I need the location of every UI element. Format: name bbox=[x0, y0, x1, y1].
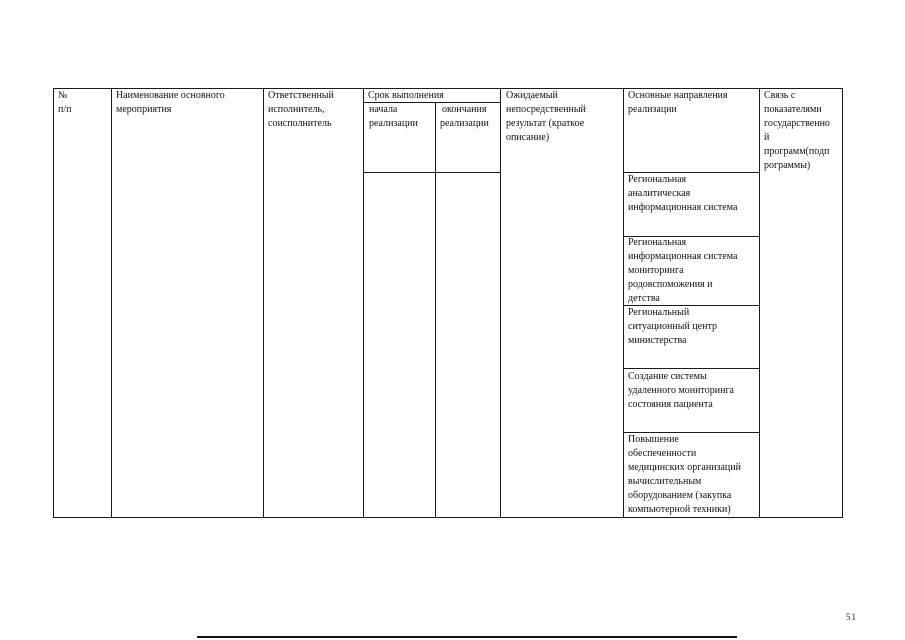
table-right-border bbox=[842, 88, 843, 518]
page-number: 51 bbox=[846, 612, 857, 622]
direction-5-line6: компьютерной техники) bbox=[628, 504, 731, 515]
header-number-line1: № bbox=[58, 90, 68, 101]
direction-2-line1: Региональная bbox=[628, 237, 687, 248]
direction-2-line4: родовспоможения и bbox=[628, 279, 713, 290]
header-name-line1: Наименование основного bbox=[116, 90, 225, 101]
header-expected-line1: Ожидаемый bbox=[506, 90, 558, 101]
header-link-line3: государственно bbox=[764, 118, 830, 129]
direction-4-line2: удаленного мониторинга bbox=[628, 385, 734, 396]
direction-5-line5: оборудованием (закупка bbox=[628, 490, 732, 501]
direction-4-line3: состояния пациента bbox=[628, 399, 713, 410]
col-line-deadline bbox=[363, 88, 364, 518]
direction-5-line3: медицинских организаций bbox=[628, 462, 741, 473]
direction-3-line3: министерства bbox=[628, 335, 687, 346]
col-line-end bbox=[435, 102, 436, 518]
direction-2-line3: мониторинга bbox=[628, 265, 684, 276]
direction-1-line2: аналитическая bbox=[628, 188, 691, 199]
header-start-line1: начала bbox=[369, 104, 398, 115]
direction-1-line3: информационная система bbox=[628, 202, 738, 213]
header-responsible-line3: соисполнитель bbox=[268, 118, 332, 129]
direction-1-line1: Региональная bbox=[628, 174, 687, 185]
header-deadline-label: Срок выполнения bbox=[368, 90, 444, 101]
header-bottom-line bbox=[363, 172, 500, 173]
header-name-line2: мероприятия bbox=[116, 104, 172, 115]
col-line-expected bbox=[500, 88, 501, 518]
header-link-line6: рограммы) bbox=[764, 160, 811, 171]
header-responsible-line2: исполнитель, bbox=[268, 104, 325, 115]
header-directions-line2: реализации bbox=[628, 104, 677, 115]
table-left-border bbox=[53, 88, 54, 518]
header-end-line1: окончания bbox=[442, 104, 487, 115]
header-link-line4: й bbox=[764, 132, 770, 143]
header-expected-line4: описание) bbox=[506, 132, 550, 143]
directions-row-line-3 bbox=[623, 368, 759, 369]
col-line-link bbox=[759, 88, 760, 518]
col-line-resp bbox=[263, 88, 264, 518]
header-end-line2: реализации bbox=[440, 118, 489, 129]
direction-4-line1: Создание системы bbox=[628, 371, 707, 382]
direction-5-line1: Повышение bbox=[628, 434, 679, 445]
direction-2-line5: детства bbox=[628, 293, 660, 304]
header-link-line2: показателями bbox=[764, 104, 822, 115]
direction-5-line2: обеспеченности bbox=[628, 448, 697, 459]
table-bottom-border bbox=[53, 517, 843, 518]
scan-edge-line bbox=[197, 636, 737, 638]
header-directions-line1: Основные направления bbox=[628, 90, 728, 101]
header-start-line2: реализации bbox=[369, 118, 418, 129]
header-link-line1: Связь с bbox=[764, 90, 796, 101]
direction-5-line4: вычислительным bbox=[628, 476, 702, 487]
header-responsible-line1: Ответственный bbox=[268, 90, 334, 101]
col-line-directions bbox=[623, 88, 624, 518]
header-expected-line3: результат (краткое bbox=[506, 118, 585, 129]
header-link-line5: программ(подп bbox=[764, 146, 830, 157]
header-expected-line2: непосредственный bbox=[506, 104, 586, 115]
direction-3-line2: ситуационный центр bbox=[628, 321, 717, 332]
direction-3-line1: Региональный bbox=[628, 307, 690, 318]
col-line-name bbox=[111, 88, 112, 518]
direction-2-line2: информационная система bbox=[628, 251, 738, 262]
header-number-line2: п/п bbox=[58, 104, 72, 115]
